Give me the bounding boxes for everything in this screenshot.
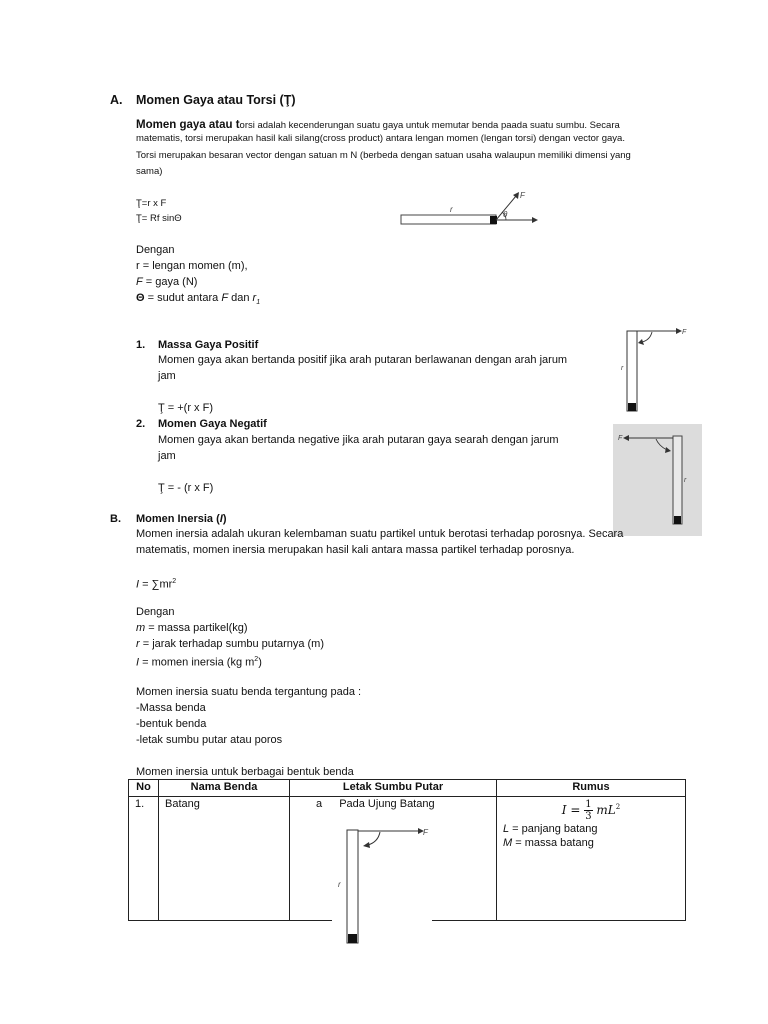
dependency-item-3: -letak sumbu putar atau poros — [136, 734, 283, 746]
pos-fig-F-label: F — [682, 329, 687, 336]
def-I-close: ) — [258, 656, 262, 669]
def-I — [136, 653, 262, 670]
dengan-label-b: Dengan — [136, 606, 175, 618]
row-no: 1. — [129, 797, 159, 921]
item-2-line-1: Momen gaya akan bertanda negative jika arah putaran gaya searah dengan jarum — [158, 434, 559, 446]
def-r-b-symbol: r — [136, 638, 140, 650]
def-theta-dan: dan — [228, 292, 253, 304]
section-b-letter: B. — [110, 513, 121, 525]
def-M-symbol: M — [503, 837, 513, 849]
header-letak-sumbu: Letak Sumbu Putar — [290, 780, 497, 797]
negative-torque-photo — [613, 424, 702, 536]
rod-formula-tail: mL — [596, 803, 616, 817]
table-caption: Momen inersia untuk berbagai bentuk benda — [136, 766, 354, 778]
section-b-line-1: Momen inersia adalah ukuran kelembaman suatu partikel untuk berotasi terhadap porosnya. Secara — [136, 528, 624, 540]
torque-formula-2: Ţ= Rf sinΘ — [136, 213, 182, 224]
intro-line-3: Torsi merupakan besaran vector dengan satuan m N (berbeda dengan satuan usaha walaupun memiliki dimensi yang — [136, 150, 631, 161]
item-2-formula: Ţ = - (r x F) — [158, 482, 214, 494]
def-M-text: = massa batang — [512, 837, 594, 849]
item-1-title: Massa Gaya Positif — [158, 339, 259, 351]
intro-line-4: sama) — [136, 166, 163, 177]
def-m — [136, 621, 248, 635]
inertia-formula-text: = ∑mr — [139, 578, 173, 591]
rod-fig-F-label: F — [423, 828, 428, 837]
def-theta-symbol: Θ — [136, 292, 145, 304]
def-theta-text: = sudut antara — [144, 292, 222, 304]
section-a-letter: A. — [110, 93, 123, 107]
rod-formula-num: 1 — [585, 799, 592, 810]
def-theta-r: r — [252, 292, 257, 304]
row-axis-text: Pada Ujung Batang — [339, 798, 435, 810]
torque-lever-figure — [392, 186, 542, 240]
neg-fig-F-label: F — [618, 435, 623, 442]
pos-fig-r-label: r — [621, 365, 624, 372]
dengan-label-a: Dengan — [136, 244, 175, 256]
section-b-line-2: matematis, momen inersia merupakan hasil kali antara massa partikel terhadap porosnya. — [136, 544, 575, 556]
row-axis-letter: a — [316, 798, 323, 810]
header-nama-benda: Nama Benda — [159, 780, 290, 797]
def-theta — [136, 291, 260, 310]
intro-bold: Momen gaya atau t — [136, 119, 240, 131]
def-F-symbol: F — [136, 276, 143, 288]
def-theta-sub: 1 — [256, 299, 261, 307]
row-name: Batang — [159, 797, 290, 921]
def-L — [503, 823, 679, 835]
rod-formula-I: I — [561, 803, 567, 817]
section-b-title-text: Momen Inersia ( — [136, 513, 220, 525]
intro-line-2: matematis, torsi merupakan hasil kali silang(cross product) antara lengan momen (lengan torsi) dengan vector gaya. — [136, 133, 625, 144]
section-a-title: Momen Gaya atau Torsi (Ţ) — [136, 93, 296, 107]
lever-r-label: r — [450, 205, 453, 214]
item-2-number: 2. — [136, 418, 146, 430]
table-header-row — [129, 780, 686, 797]
def-L-text: = panjang batang — [509, 823, 598, 835]
dependency-item-1: -Massa benda — [136, 702, 206, 714]
section-b-title-symbol: I — [219, 513, 223, 525]
item-1-formula: Ţ = +(r x F) — [158, 402, 213, 414]
def-F-text: = gaya (N) — [142, 276, 198, 288]
rod-formula-sup: 2 — [615, 803, 621, 811]
dependency-item-2: -bentuk benda — [136, 718, 207, 730]
def-M — [503, 837, 679, 849]
header-no: No — [129, 780, 159, 797]
item-1-line-1: Momen gaya akan bertanda positif jika arah putaran berlawanan dengan arah jarum — [158, 354, 568, 366]
header-rumus: Rumus — [497, 780, 686, 797]
positive-torque-figure — [608, 318, 698, 414]
row-formula — [497, 797, 686, 921]
lever-theta-label: θ — [503, 210, 508, 219]
inertia-formula-symbol: I — [136, 578, 140, 591]
def-r-b-text: = jarak terhadap sumbu putarnya (m) — [139, 638, 325, 650]
lever-F-label: F — [520, 191, 525, 200]
item-2-title: Momen Gaya Negatif — [158, 418, 267, 430]
neg-fig-r-label: r — [684, 477, 687, 484]
intro-line-1: orsi adalah kecenderungan suatu gaya untuk memutar benda paada suatu sumbu. Secara — [239, 120, 620, 131]
item-1-number: 1. — [136, 339, 146, 351]
def-theta-F: F — [221, 292, 229, 304]
inertia-formula — [136, 575, 176, 592]
item-1-line-2: jam — [158, 370, 176, 382]
rod-formula-fraction — [584, 799, 592, 822]
section-b-title-close: ) — [222, 513, 227, 525]
def-I-symbol: I — [136, 656, 140, 669]
rod-fig-r-label: r — [338, 880, 341, 889]
rod-formula-eq: = — [566, 803, 585, 817]
def-I-text: = momen inersia (kg m — [139, 656, 255, 669]
def-r: r = lengan momen (m), — [136, 260, 248, 272]
dependency-title: Momen inersia suatu benda tergantung pada : — [136, 686, 362, 698]
def-F — [136, 275, 197, 289]
torque-formula-1: Ţ=r x F — [136, 198, 167, 209]
def-L-symbol: L — [503, 823, 510, 835]
section-b-title — [136, 512, 226, 526]
inertia-formula-sup: 2 — [172, 578, 177, 585]
def-I-sup: 2 — [254, 656, 259, 663]
item-2-line-2: jam — [158, 450, 176, 462]
rod-axis-figure — [332, 820, 432, 946]
rod-formula-den: 3 — [585, 811, 592, 822]
rod-figure-box — [332, 820, 432, 946]
rod-formula — [503, 799, 679, 822]
def-m-text: = massa partikel(kg) — [145, 622, 248, 634]
def-m-symbol: m — [136, 622, 146, 634]
def-r-b — [136, 637, 324, 651]
negative-torque-figure — [613, 424, 702, 536]
